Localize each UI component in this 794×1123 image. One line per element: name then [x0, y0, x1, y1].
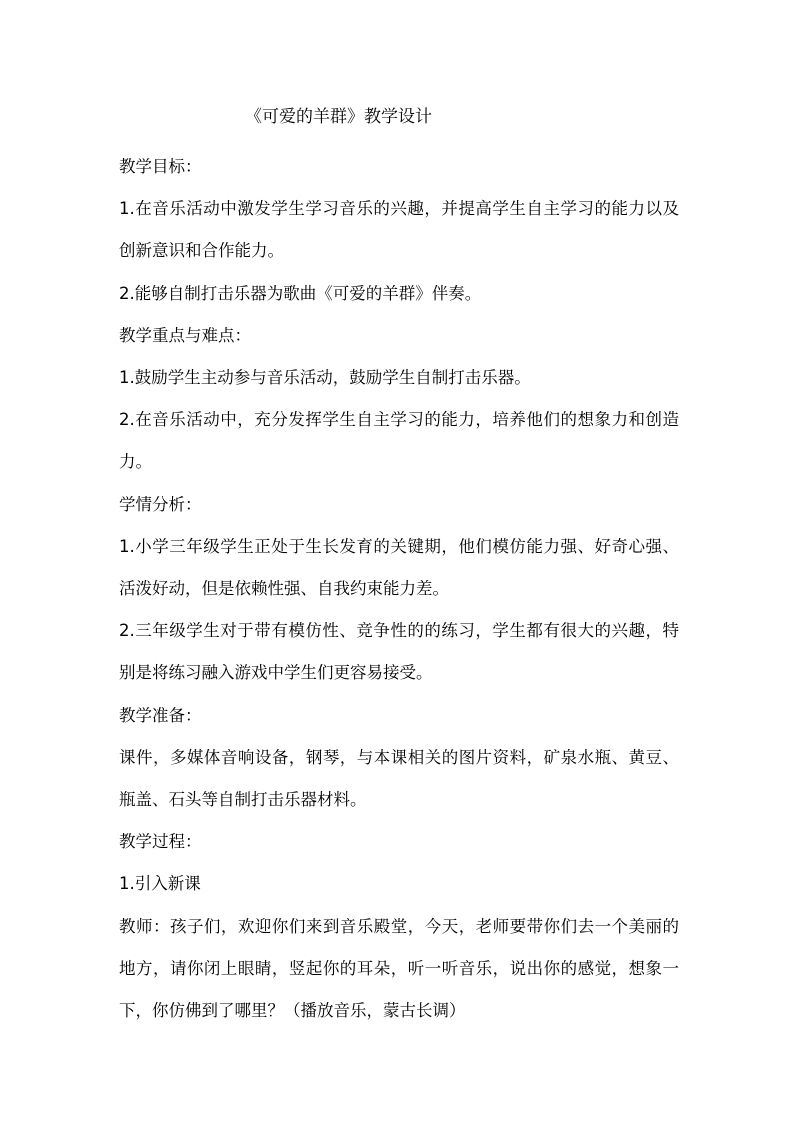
goal-item-1: 1.在音乐活动中激发学生学习音乐的兴趣，并提高学生自主学习的能力以及创新意识和合作能力。: [119, 199, 679, 261]
heading-preparation: 教学准备：: [119, 705, 202, 725]
preparation-text: 课件，多媒体音响设备，钢琴，与本课相关的图片资料，矿泉水瓶、黄豆、瓶盖、石头等自制打击乐器材料。: [119, 747, 679, 810]
heading-process: 教学过程：: [119, 832, 202, 852]
process-step-1-text: 教师：孩子们，欢迎你们来到音乐殿堂，今天，老师要带你们去一个美丽的地方，请你闭上眼睛，竖起你的耳朵，听一听音乐，说出你的感觉，想象一下，你仿佛到了哪里？（播放音乐，蒙古长调）: [119, 916, 679, 1021]
analysis-item-1: 1.小学三年级学生正处于生长发育的关键期，他们模仿能力强、好奇心强、活泼好动，但是依赖性强、自我约束能力差。: [119, 536, 679, 599]
document-title: 《可爱的羊群》教学设计: [245, 107, 432, 127]
heading-student-analysis: 学情分析：: [119, 494, 202, 514]
process-step-1-title: 1.引入新课: [119, 874, 201, 894]
heading-key-points: 教学重点与难点：: [119, 325, 251, 345]
key-point-item-2: 2.在音乐活动中，充分发挥学生自主学习的能力，培养他们的想象力和创造力。: [119, 410, 679, 472]
analysis-item-2: 2.三年级学生对于带有模仿性、竞争性的的练习，学生都有很大的兴趣，特别是将练习融入游戏中学生们更容易接受。: [119, 621, 679, 683]
document-body: [119, 146, 679, 1032]
key-point-item-1: 1.鼓励学生主动参与音乐活动，鼓励学生自制打击乐器。: [119, 368, 531, 388]
goal-item-2: 2.能够自制打击乐器为歌曲《可爱的羊群》伴奏。: [119, 283, 482, 303]
heading-teaching-goals: 教学目标：: [119, 157, 202, 176]
